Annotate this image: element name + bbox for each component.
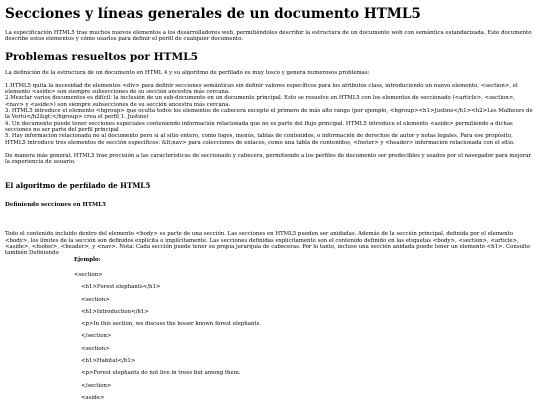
- code-line: <h1>Habitat</h1>: [81, 358, 136, 365]
- problems-list: [5, 83, 535, 146]
- example-block: [74, 257, 535, 402]
- page-title: Secciones y líneas generales de un documento HTML5: [5, 6, 421, 22]
- code-line: <p>Forest elephants do not live in trees but among them.: [81, 370, 241, 377]
- code-line: <p>In this section, we discuss the lesser known forest elephants.: [81, 321, 262, 328]
- problems-conclusion: De manera más general, HTML5 trae precisión a las características de seccionado y cabecera, permitiendo a los perfiles de documento ser predecibles y usados por el navegador para mejorar la experiencia de usuario.: [5, 152, 532, 166]
- code-line: </section>: [81, 382, 112, 389]
- code-line: <section>: [81, 345, 110, 352]
- example-title: Ejemplo:: [74, 256, 101, 263]
- code-line: <section>: [74, 271, 103, 278]
- problem-item-5: 5. Hay información relacionada no al documento pero si al sitio entero, como logos, menús, tablas de contenidos, o información de derechos de autor y notas legales. Para ese propósito, HTML5 introduce tres elementos de sección específicos: &lt;nav> para colecciones de enlaces, como una tabla de contenidos, <footer> y <header> información relacionada con el sitio.: [5, 133, 515, 146]
- problem-item-1: 1.HTML5 quita la necesidad de elementos <div> para definir secciones semánticas sin definir valores específicos para los atributos class, introduciendo un nuevo elemento, <section>, el elemento <aside> son siempre subsecciones de su sección ancestra más cercana.: [5, 82, 518, 96]
- code-line: </section>: [81, 333, 112, 340]
- code-line: <aside>: [81, 394, 105, 401]
- problems-lead: La definición de la estructura de un documento en HTML 4 y su algoritmo de perfilado es muy tosco y genera numerosos problemas:: [5, 69, 370, 76]
- problem-item-2: 2.Mezclar varios documentos es difícil: la inclusión de un sub-documento en un documento principal. Esto se resuelve en HTML5 con los elementos de seccionado (<article>, <section>, <nav> y <aside>) son siempre subsecciones de su sección ancestra más cercana.: [5, 95, 516, 108]
- problem-item-4: 4. Un documento puede tener secciones especiales conteniendo información relacionada que no es parte del flujo principal. HTML5 introduce el elemento <aside> permitiendo a dichas secciones no ser parte del perfil principal: [5, 120, 513, 133]
- defining-sections-paragraph: Todo el contenido incluido dentro del elemento <body> es parte de una sección. Las secciones en HTML5 pueden ser anidadas. Además de la sección principal, definida por el elemento <body>, los límites de la sección son definidos explícita o implícitamente. Las secciones definidas explícitamente son el contenido definido en las etiquetas <body>, <section>, <article>, <aside>, <footer>, <header>, y <nav>. Nota: Cada sección puede tener su propia jerarquía de cabeceras. Por lo tanto, incluso una sección anidada puede tener un elemento <h1>. Consulte también Definiendo: [5, 231, 531, 257]
- problem-item-3: 3. HTML5 introduce el elemento <hgroup> que oculta todos los elementos de cabecera excepto el primero de más alto rango (por ejemplo, <hgroup><h1>Justine</h1><h2>Les Malheurs de la Vertu</h2&gt;</hgroup> crea el perfil 1. Justine): [5, 108, 533, 121]
- algorithm-heading: El algoritmo de perfilado de HTML5: [5, 181, 151, 191]
- problems-heading: Problemas resueltos por HTML5: [5, 50, 199, 63]
- code-line: <h1>Introduction</h1>: [81, 308, 149, 315]
- intro-paragraph: La especificación HTML5 trae muchos nuevos elementos a los desarrolladores web, permitiéndoles describir la estructura de un documento web con semántica estandarizada. Este documento describe estos elementos y cómo usarlos para definir el perfil de cualquier documento.: [5, 30, 532, 43]
- defining-sections-heading: Definiendo secciones en HTML5: [5, 202, 107, 209]
- code-line: <section>: [81, 296, 110, 303]
- code-line: <h1>Forest elephants</h1>: [81, 284, 161, 291]
- code-sample: [74, 272, 535, 401]
